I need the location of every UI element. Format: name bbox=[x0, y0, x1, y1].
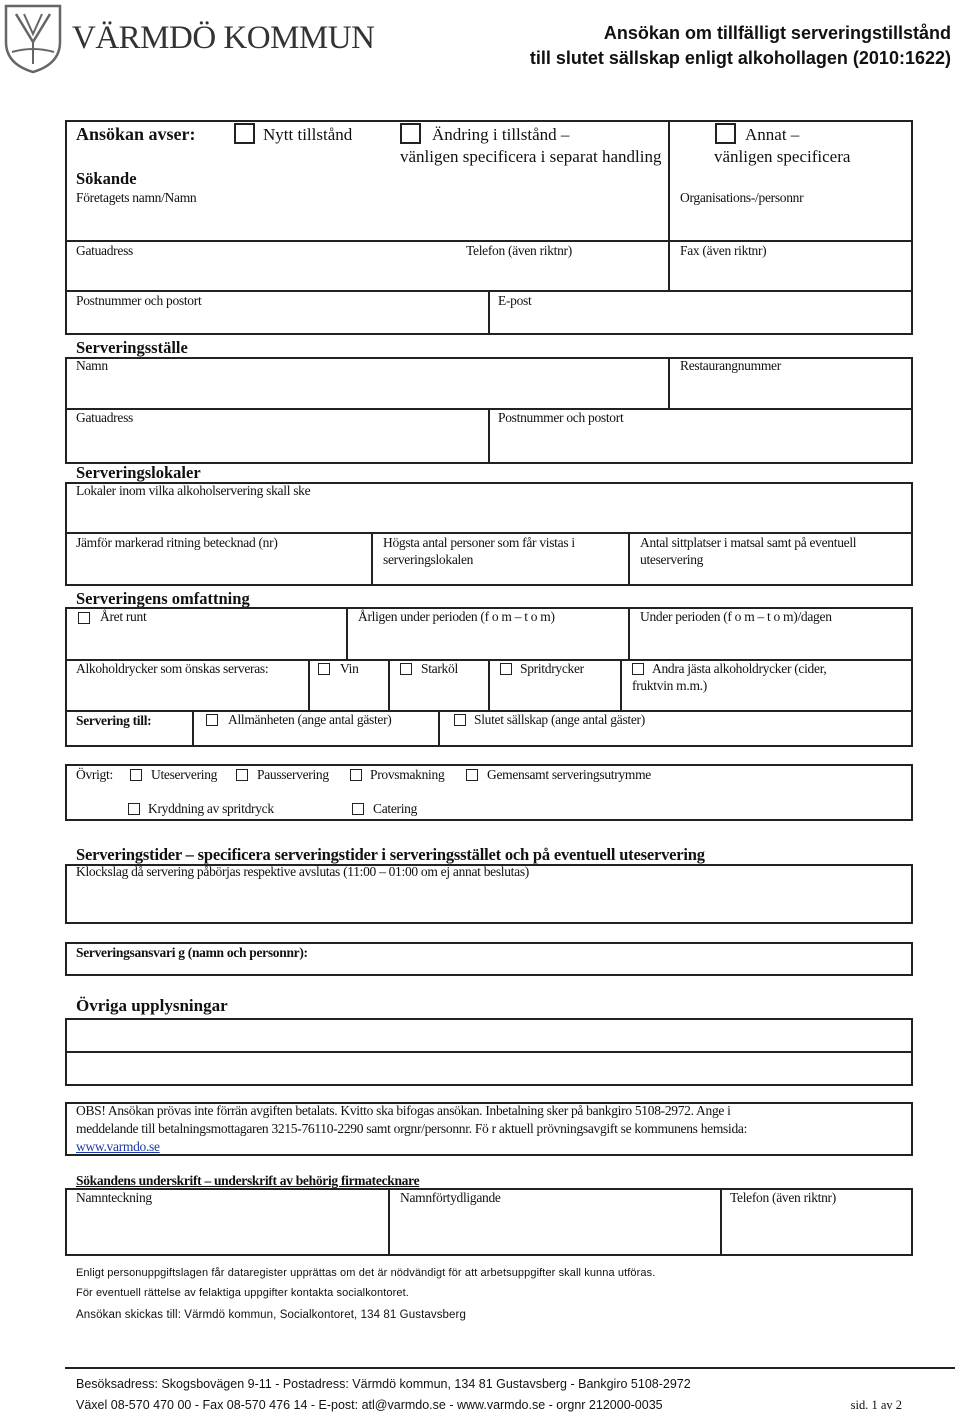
closed-party-checkbox[interactable] bbox=[454, 714, 466, 726]
serving-to-label: Servering till: bbox=[76, 713, 152, 728]
other-permit-hint: vänligen specificera bbox=[714, 147, 851, 166]
other-permit-checkbox[interactable] bbox=[715, 123, 736, 144]
year-round-checkbox[interactable] bbox=[78, 612, 90, 624]
applicant-street-field[interactable]: Gatuadress bbox=[76, 243, 133, 258]
page-number: sid. 1 av 2 bbox=[850, 1398, 902, 1412]
beer-checkbox[interactable] bbox=[400, 663, 412, 675]
spirits-checkbox[interactable] bbox=[500, 663, 512, 675]
orgnr-field[interactable]: Organisations-/personnr bbox=[680, 190, 804, 205]
applies-label: Ansökan avser: bbox=[76, 124, 196, 144]
shared-space-checkbox[interactable] bbox=[466, 769, 478, 781]
footer-contact: Växel 08-570 470 00 - Fax 08-570 476 14 - E-post: atl@varmdo.se - www.varmdo.se - orgnr 212000-0035 bbox=[76, 1398, 663, 1412]
spirits-label: Spritdrycker bbox=[520, 661, 584, 676]
applicant-heading: Sökande bbox=[76, 169, 137, 188]
yearly-period-field[interactable]: Årligen under perioden (f o m – t o m) bbox=[358, 609, 555, 624]
gdpr-note: Enligt personuppgiftslagen får dataregister upprättas om det är nödvändigt för att arbetsuppgifter skall kunna utföras. bbox=[76, 1267, 656, 1279]
signature-phone-field[interactable]: Telefon (även riktnr) bbox=[730, 1190, 836, 1205]
drawing-number-field[interactable]: Jämför markerad ritning betecknad (nr) bbox=[76, 535, 278, 550]
max-persons-label-2: serveringslokalen bbox=[383, 552, 474, 567]
other-drinks-label-2: fruktvin m.m.) bbox=[632, 678, 707, 693]
change-permit-hint: vänligen specificera i separat handling bbox=[400, 147, 662, 166]
correction-note: För eventuell rättelse av felaktiga uppgifter kontakta socialkontoret. bbox=[76, 1287, 409, 1299]
new-permit-label: Nytt tillstånd bbox=[263, 125, 353, 144]
footer-address: Besöksadress: Skogsbovägen 9-11 - Postadress: Värmdö kommun, 134 81 Gustavsberg - Bankgiro 5108-2972 bbox=[76, 1377, 691, 1391]
company-name-field[interactable]: Företagets namn/Namn bbox=[76, 190, 197, 205]
responsible-label: Serveringsansvari g (namn och personnr): bbox=[76, 945, 308, 960]
max-persons-label[interactable]: Högsta antal personer som får vistas i bbox=[383, 535, 575, 550]
other-drinks-checkbox[interactable] bbox=[632, 663, 644, 675]
catering-checkbox[interactable] bbox=[352, 803, 364, 815]
municipality-crest-logo bbox=[2, 2, 64, 74]
closed-party-label: Slutet sällskap (ange antal gäster) bbox=[474, 712, 645, 727]
public-label: Allmänheten (ange antal gäster) bbox=[228, 712, 392, 727]
pause-checkbox[interactable] bbox=[236, 769, 248, 781]
outdoor-checkbox[interactable] bbox=[130, 769, 142, 781]
venue-name-field[interactable]: Namn bbox=[76, 358, 108, 373]
spice-checkbox[interactable] bbox=[128, 803, 140, 815]
premises-heading: Serveringslokaler bbox=[76, 463, 201, 482]
notice-line-2: meddelande till betalningsmottagaren 3215-76110-2290 samt orgnr/personnr. Fö r aktuell prövningsavgift se kommunens hemsida: bbox=[76, 1121, 748, 1136]
beer-label: Starköl bbox=[421, 661, 458, 676]
fax-field[interactable]: Fax (även riktnr) bbox=[680, 243, 767, 258]
website-link[interactable]: www.varmdo.se bbox=[76, 1139, 160, 1154]
premises-which-label: Lokaler inom vilka alkoholservering skall ske bbox=[76, 483, 311, 498]
scope-heading: Serveringens omfattning bbox=[76, 589, 250, 608]
premises-section bbox=[65, 482, 913, 586]
new-permit-checkbox[interactable] bbox=[234, 123, 255, 144]
form-title: Ansökan om tillfälligt serveringstillstånd bbox=[603, 23, 951, 43]
outdoor-label: Uteservering bbox=[151, 767, 218, 782]
info-heading: Övriga upplysningar bbox=[76, 996, 228, 1015]
drinks-label: Alkoholdrycker som önskas serveras: bbox=[76, 661, 269, 676]
other-permit-label: Annat – bbox=[745, 125, 800, 144]
municipality-name: VÄRMDÖ KOMMUN bbox=[72, 20, 375, 56]
catering-label: Catering bbox=[373, 801, 418, 816]
form-subtitle: till slutet sällskap enligt alkohollagen (2010:1622) bbox=[529, 48, 951, 68]
venue-street-field[interactable]: Gatuadress bbox=[76, 410, 133, 425]
signature-field[interactable]: Namnteckning bbox=[76, 1190, 152, 1205]
spice-label: Kryddning av spritdryck bbox=[148, 801, 274, 816]
year-round-label: Året runt bbox=[100, 609, 147, 624]
email-field[interactable]: E-post bbox=[498, 293, 532, 308]
wine-checkbox[interactable] bbox=[318, 663, 330, 675]
shared-space-label: Gemensamt serveringsutrymme bbox=[487, 767, 651, 782]
change-permit-label: Ändring i tillstånd – bbox=[432, 125, 570, 144]
other-drinks-label: Andra jästa alkoholdrycker (cider, bbox=[652, 661, 827, 676]
venue-postal-field[interactable]: Postnummer och postort bbox=[498, 410, 624, 425]
venue-heading: Serveringsställe bbox=[76, 338, 188, 357]
change-permit-checkbox[interactable] bbox=[400, 123, 421, 144]
public-checkbox[interactable] bbox=[206, 714, 218, 726]
hours-description: Klockslag då servering påbörjas respektive avslutas (11:00 – 01:00 om ej annat beslutas) bbox=[76, 864, 529, 879]
notice-line-1: OBS! Ansökan prövas inte förrän avgiften betalats. Kvitto ska bifogas ansökan. Inbetalning sker på bankgiro 5108-2972. Ange i bbox=[76, 1103, 731, 1118]
tasting-checkbox[interactable] bbox=[350, 769, 362, 781]
daily-period-field[interactable]: Under perioden (f o m – t o m)/dagen bbox=[640, 609, 832, 624]
other-label: Övrigt: bbox=[76, 767, 113, 782]
applicant-postal-field[interactable]: Postnummer och postort bbox=[76, 293, 202, 308]
tasting-label: Provsmakning bbox=[370, 767, 445, 782]
signature-heading: Sökandens underskrift – underskrift av behörig firmatecknare bbox=[76, 1173, 420, 1188]
phone-field[interactable]: Telefon (även riktnr) bbox=[466, 243, 572, 258]
seats-label-2: uteservering bbox=[640, 552, 704, 567]
send-to-note: Ansökan skickas till: Värmdö kommun, Socialkontoret, 134 81 Gustavsberg bbox=[76, 1309, 466, 1321]
pause-label: Pausservering bbox=[257, 767, 329, 782]
restaurant-number-field[interactable]: Restaurangnummer bbox=[680, 358, 781, 373]
wine-label: Vin bbox=[340, 661, 359, 676]
seats-label[interactable]: Antal sittplatser i matsal samt på eventuell bbox=[640, 535, 857, 550]
name-clarification-field[interactable]: Namnförtydligande bbox=[400, 1190, 501, 1205]
hours-heading: Serveringstider – specificera serveringstider i serveringsstället och på eventuell uteservering bbox=[76, 845, 705, 864]
